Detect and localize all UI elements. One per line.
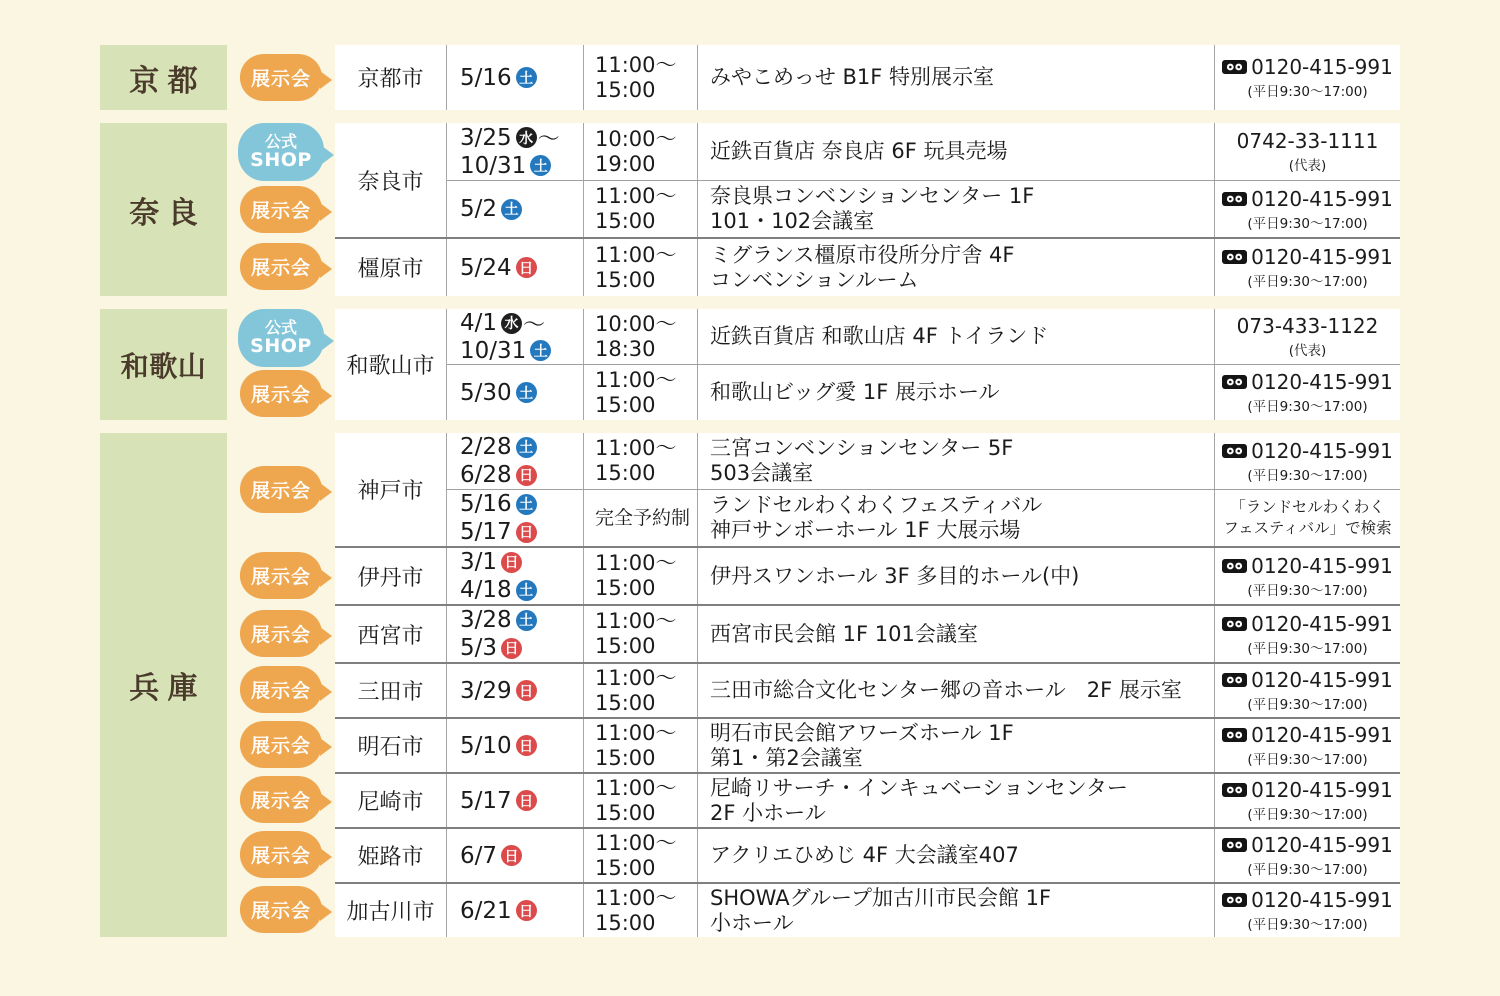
event-time: 11:00～ 15:00 (584, 664, 698, 717)
phone-note: (平日9:30～17:00) (1247, 752, 1368, 768)
exhibition-badge (240, 666, 322, 713)
badge-label: 展示会 (250, 199, 311, 222)
weekday-marker: 水 (516, 127, 537, 148)
freedial-icon (1222, 443, 1247, 459)
date-text: 6/7 (460, 842, 498, 869)
phone-number: 073-433-1122 (1236, 314, 1379, 338)
event-dates (447, 829, 584, 882)
city-name: 三田市 (335, 664, 447, 717)
phone-number: 0120-415-991 (1251, 553, 1393, 578)
event-time: 11:00～ 15:00 (584, 829, 698, 882)
event-time: 10:00～ 18:30 (584, 309, 698, 364)
weekday-marker: 土 (516, 610, 537, 631)
phone-number: 0120-415-991 (1251, 186, 1393, 211)
venue: ミグランス橿原市役所分庁舎 4F コンベンションルーム (698, 239, 1215, 296)
weekday-marker: 土 (516, 494, 537, 515)
city-name: 和歌山市 (335, 309, 447, 420)
phone-note: (平日9:30～17:00) (1247, 640, 1368, 657)
event-dates (447, 774, 584, 827)
exhibition-badge (240, 831, 322, 878)
event-dates (447, 606, 584, 662)
badge-label: 展示会 (250, 680, 311, 702)
badge-label: 公式 (264, 132, 297, 152)
phone-note: (平日9:30～17:00) (1247, 582, 1368, 599)
exhibition-badge (240, 54, 322, 101)
city-group-itami (227, 546, 1400, 604)
event-time: 10:00～ 19:00 (584, 123, 698, 180)
weekday-marker: 日 (516, 465, 537, 486)
city-name: 伊丹市 (335, 548, 447, 604)
phone (1215, 309, 1400, 364)
pref-label-wakayama: 和歌山 (100, 309, 227, 420)
phone (1215, 433, 1400, 489)
venue: 明石市民会館アワーズホール 1F 第1・第2会議室 (698, 719, 1215, 772)
freedial-icon (1222, 249, 1247, 265)
venue: アクリエひめじ 4F 大会議室407 (698, 829, 1215, 882)
event-time: 11:00～ 15:00 (584, 548, 698, 604)
event-dates (447, 123, 584, 180)
phone (1215, 829, 1400, 882)
badge-label: 展示会 (250, 257, 311, 279)
venue: 尼崎リサーチ・インキュベーションセンター 2F 小ホール (698, 774, 1215, 827)
city-group-akashi (227, 717, 1400, 772)
phone-note: (平日9:30～17:00) (1247, 399, 1368, 415)
exhibition-badge (240, 243, 322, 290)
phone-note: (平日9:30～17:00) (1247, 917, 1368, 933)
freedial-icon (1222, 727, 1247, 743)
city-group-kobe (227, 433, 1400, 546)
weekday-marker: 土 (501, 199, 522, 220)
event-dates (447, 490, 584, 546)
date-range-tilde: ～ (523, 312, 546, 338)
event-time: 11:00～ 15:00 (584, 181, 698, 237)
event-row (447, 548, 1400, 604)
city-name: 奈良市 (335, 123, 447, 237)
weekday-marker: 日 (516, 257, 537, 278)
badge-label: 展示会 (250, 735, 311, 757)
city-name: 尼崎市 (335, 774, 447, 827)
weekday-marker: 日 (501, 552, 522, 573)
phone-number: 0120-415-991 (1251, 778, 1393, 802)
date-text: 3/29 (460, 677, 512, 704)
city-name: 京都市 (335, 45, 447, 110)
freedial-icon (1222, 782, 1247, 798)
city-group-nishinomiya (227, 604, 1400, 662)
pref-label-hyogo: 兵庫 (100, 433, 227, 937)
badge-label: 展示会 (250, 900, 311, 922)
phone (1215, 365, 1400, 420)
city-name: 橿原市 (335, 239, 447, 296)
section-wakayama (100, 309, 1400, 420)
freedial-icon (1222, 837, 1247, 853)
freedial-icon (1222, 374, 1247, 390)
event-time: 11:00～ 15:00 (584, 45, 698, 110)
date-text: 6/28 (460, 462, 512, 488)
phone (1215, 181, 1400, 237)
event-time: 11:00～ 15:00 (584, 365, 698, 420)
city-name: 神戸市 (335, 433, 447, 546)
phone (1215, 719, 1400, 772)
event-row (447, 606, 1400, 662)
venue: 近鉄百貨店 和歌山店 4F トイランド (698, 309, 1215, 364)
phone-number: 0120-415-991 (1251, 723, 1393, 747)
date-text: 5/16 (460, 64, 512, 91)
venue: 西宮市民会館 1F 101会議室 (698, 606, 1215, 662)
date-text: 5/17 (460, 519, 512, 545)
city-group-himeji (227, 827, 1400, 882)
phone-number: 0120-415-991 (1251, 668, 1393, 692)
venue: 近鉄百貨店 奈良店 6F 玩具売場 (698, 123, 1215, 180)
event-dates (447, 719, 584, 772)
event-row (447, 884, 1400, 937)
event-time: 11:00～ 15:00 (584, 719, 698, 772)
weekday-marker: 土 (516, 580, 537, 601)
exhibition-badge (240, 552, 322, 599)
event-row (447, 719, 1400, 772)
exhibition-badge (240, 370, 322, 417)
phone-note: (平日9:30～17:00) (1247, 862, 1368, 878)
date-text: 5/3 (460, 635, 498, 661)
phone-note: (平日9:30～17:00) (1247, 697, 1368, 713)
city-group-sanda (227, 662, 1400, 717)
city-name: 姫路市 (335, 829, 447, 882)
official-shop-badge (238, 309, 324, 367)
city-name: 西宮市 (335, 606, 447, 662)
badge-label: 展示会 (250, 565, 311, 588)
venue: SHOWAグループ加古川市民会館 1F 小ホール (698, 884, 1215, 937)
freedial-icon (1222, 892, 1247, 908)
official-shop-badge (238, 123, 324, 181)
date-text: 3/28 (460, 607, 512, 633)
phone-note: (平日9:30～17:00) (1247, 274, 1368, 290)
phone-note: (平日9:30～17:00) (1247, 215, 1368, 232)
badge-label: SHOP (250, 149, 312, 172)
event-row (447, 45, 1400, 110)
date-text: 5/16 (460, 491, 512, 517)
freedial-icon (1222, 59, 1247, 75)
venue: 三宮コンベンションセンター 5F 503会議室 (698, 433, 1215, 489)
phone (1215, 548, 1400, 604)
event-row (447, 433, 1400, 489)
phone-number: 0120-415-991 (1251, 888, 1393, 912)
event-time: 11:00～ 15:00 (584, 606, 698, 662)
section-nara (100, 123, 1400, 296)
weekday-marker: 土 (516, 67, 537, 88)
reservation-only-label: 完全予約制 (595, 506, 691, 529)
event-row (447, 364, 1400, 420)
badge-label: 展示会 (250, 790, 311, 812)
event-dates (447, 309, 584, 364)
exhibition-badge (240, 886, 322, 933)
city-group-kashihara (227, 237, 1400, 296)
phone-note: (代表) (1288, 343, 1327, 359)
event-row (447, 123, 1400, 180)
phone (1215, 664, 1400, 717)
date-text: 3/1 (460, 549, 498, 575)
city-name: 明石市 (335, 719, 447, 772)
date-text: 5/17 (460, 787, 512, 814)
phone (1215, 774, 1400, 827)
date-text: 5/10 (460, 732, 512, 759)
event-time: 11:00～ 15:00 (584, 433, 698, 489)
phone-number: 0120-415-991 (1251, 370, 1393, 394)
weekday-marker: 日 (501, 845, 522, 866)
badge-label: 公式 (264, 318, 297, 338)
section-kyoto (100, 45, 1400, 110)
date-text: 5/24 (460, 254, 512, 281)
phone-number: 0120-415-991 (1251, 55, 1393, 79)
freedial-icon (1222, 191, 1247, 207)
exhibition-badge (240, 776, 322, 823)
venue: ランドセルわくわくフェスティバル 神戸サンボーホール 1F 大展示場 (698, 490, 1215, 546)
date-text: 5/2 (460, 196, 498, 222)
event-dates (447, 433, 584, 489)
event-dates (447, 548, 584, 604)
date-text: 2/28 (460, 434, 512, 460)
venue: 三田市総合文化センター郷の音ホール 2F 展示室 (698, 664, 1215, 717)
phone (1215, 123, 1400, 180)
phone-note: (平日9:30～17:00) (1247, 84, 1368, 100)
weekday-marker: 日 (516, 522, 537, 543)
weekday-marker: 日 (516, 790, 537, 811)
event-row (447, 664, 1400, 717)
exhibition-badge (240, 721, 322, 768)
badge-label: 展示会 (250, 845, 311, 867)
date-range-tilde: ～ (537, 127, 560, 152)
city-group-kyotoshi (227, 45, 1400, 110)
pref-label-nara: 奈良 (100, 123, 227, 296)
section-hyogo (100, 433, 1400, 937)
event-dates (447, 181, 584, 237)
event-row (447, 180, 1400, 237)
date-text: 10/31 (460, 337, 527, 364)
freedial-icon (1222, 616, 1247, 632)
event-dates (447, 884, 584, 937)
exhibition-badge (240, 610, 322, 657)
badge-label: 展示会 (250, 68, 311, 90)
date-text: 4/1 (460, 310, 498, 336)
pref-label-kyoto: 京都 (100, 45, 227, 110)
weekday-marker: 土 (530, 340, 551, 361)
phone (1215, 45, 1400, 110)
date-text: 6/21 (460, 897, 512, 924)
event-time (584, 490, 698, 546)
badge-label: 展示会 (250, 480, 311, 502)
weekday-marker: 土 (530, 155, 551, 176)
weekday-marker: 日 (501, 638, 522, 659)
phone-number: 0742-33-1111 (1236, 129, 1379, 153)
event-row (447, 829, 1400, 882)
venue: みやこめっせ B1F 特別展示室 (698, 45, 1215, 110)
venue: 和歌山ビッグ愛 1F 展示ホール (698, 365, 1215, 420)
badge-label: SHOP (250, 335, 312, 358)
city-group-kakogawa (227, 882, 1400, 937)
phone-number: 0120-415-991 (1251, 833, 1393, 857)
badge-label: 展示会 (250, 623, 311, 646)
badge-label: 展示会 (250, 384, 311, 406)
search-note: 「ランドセルわくわく フェスティバル」で検索 (1223, 498, 1392, 537)
event-dates (447, 365, 584, 420)
event-dates (447, 664, 584, 717)
phone (1215, 239, 1400, 296)
event-dates (447, 239, 584, 296)
city-name: 加古川市 (335, 884, 447, 937)
event-time: 11:00～ 15:00 (584, 239, 698, 296)
phone (1215, 884, 1400, 937)
freedial-icon (1222, 672, 1247, 688)
exhibition-badge (240, 466, 322, 513)
city-group-amagasaki (227, 772, 1400, 827)
phone-number: 0120-415-991 (1251, 245, 1393, 269)
weekday-marker: 日 (516, 680, 537, 701)
date-text: 10/31 (460, 152, 527, 179)
event-dates (447, 45, 584, 110)
phone-note: (平日9:30～17:00) (1247, 467, 1368, 484)
city-group-wakayamashi (227, 309, 1400, 420)
phone-number: 0120-415-991 (1251, 611, 1393, 636)
weekday-marker: 土 (516, 382, 537, 403)
event-row (447, 239, 1400, 296)
event-row (447, 309, 1400, 364)
date-text: 3/25 (460, 124, 512, 151)
date-text: 4/18 (460, 577, 512, 603)
weekday-marker: 水 (501, 313, 522, 334)
phone-number: 0120-415-991 (1251, 438, 1393, 463)
date-text: 5/30 (460, 379, 512, 406)
weekday-marker: 土 (516, 437, 537, 458)
phone (1215, 606, 1400, 662)
venue: 奈良県コンベンションセンター 1F 101・102会議室 (698, 181, 1215, 237)
weekday-marker: 日 (516, 900, 537, 921)
phone-note: (平日9:30～17:00) (1247, 807, 1368, 823)
phone (1215, 490, 1400, 546)
event-row (447, 489, 1400, 546)
city-group-narashi (227, 123, 1400, 237)
event-time: 11:00～ 15:00 (584, 774, 698, 827)
event-row (447, 774, 1400, 827)
event-time: 11:00～ 15:00 (584, 884, 698, 937)
exhibition-badge (240, 186, 322, 233)
weekday-marker: 日 (516, 735, 537, 756)
phone-note: (代表) (1288, 158, 1327, 174)
venue: 伊丹スワンホール 3F 多目的ホール(中) (698, 548, 1215, 604)
freedial-icon (1222, 558, 1247, 574)
